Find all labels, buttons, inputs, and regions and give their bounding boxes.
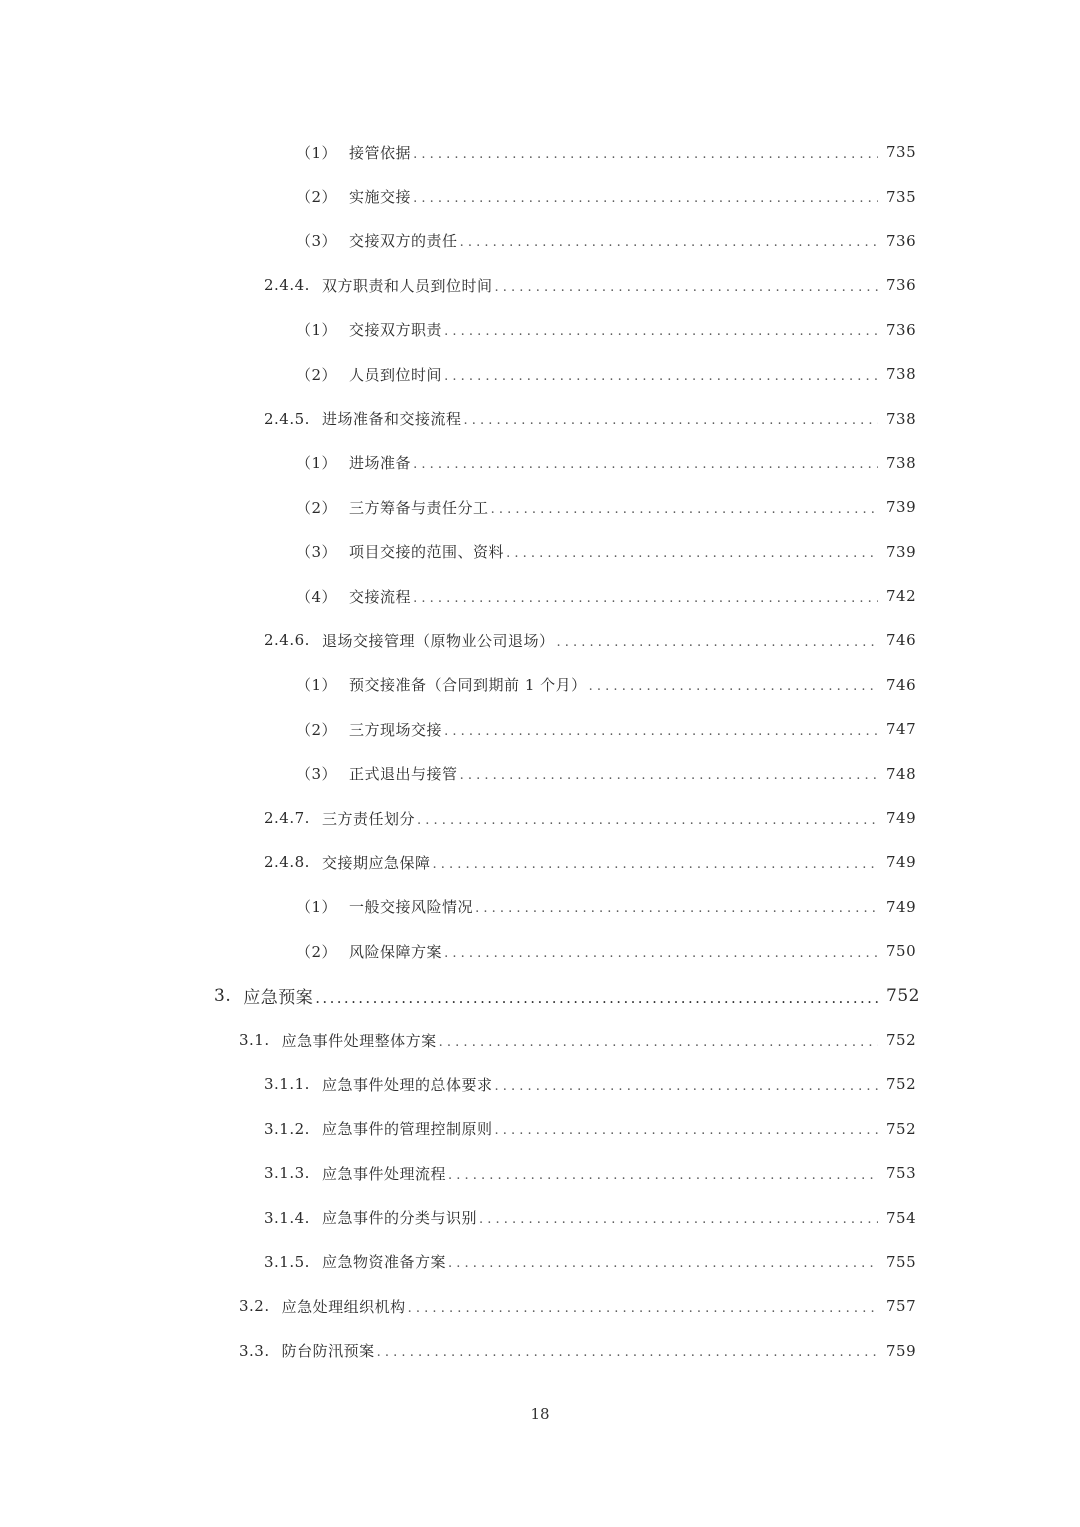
dot-leader [315, 989, 878, 1007]
toc-entry-title: 三方责任划分 [321, 809, 415, 828]
toc-entry-page: 750 [886, 942, 917, 961]
toc-entry-number: 2.4.4. [264, 276, 310, 295]
toc-entry-page: 749 [886, 897, 917, 916]
toc-entry[interactable] [0, 1195, 1080, 1239]
toc-entry-number: （1） [296, 676, 338, 695]
toc-entry-number: 3.1. [239, 1031, 270, 1049]
toc-entry-title: 风险保障方案 [349, 942, 443, 961]
toc-entry-title: 应急事件处理整体方案 [281, 1031, 437, 1050]
toc-entry-page: 735 [886, 187, 917, 206]
toc-entry-number: 3.1.5. [264, 1252, 310, 1271]
toc-entry-page: 738 [886, 409, 917, 428]
toc-entry-number: （3） [296, 765, 338, 784]
toc-entry[interactable] [0, 1151, 1080, 1195]
dot-leader [444, 324, 878, 339]
dot-leader [448, 1168, 878, 1183]
toc-entry-number: 2.4.5. [264, 409, 310, 428]
toc-entry-title: 交接双方职责 [349, 321, 443, 340]
toc-entry-title: 实施交接 [349, 188, 412, 207]
toc-entry[interactable] [0, 1107, 1080, 1151]
toc-entry-title: 应急事件处理的总体要求 [321, 1075, 493, 1094]
dot-leader [432, 857, 878, 872]
toc-entry-page: 754 [886, 1208, 917, 1227]
toc-entry-page: 736 [886, 231, 917, 250]
toc-entry-number: （3） [296, 232, 338, 251]
toc-entry-page: 736 [886, 320, 917, 339]
toc-entry-page: 738 [886, 453, 917, 472]
toc-entry[interactable] [0, 352, 1080, 396]
dot-leader [377, 1345, 878, 1360]
dot-leader [475, 901, 878, 916]
page-number: 18 [530, 1405, 550, 1423]
toc-entry[interactable] [0, 441, 1080, 485]
toc-entry-page: 746 [886, 675, 917, 694]
toc-entry[interactable] [0, 1240, 1080, 1284]
dot-leader [417, 813, 878, 828]
toc-entry-number: 2.4.6. [264, 631, 310, 650]
toc-entry-title: 正式退出与接管 [349, 765, 458, 784]
toc-entry[interactable] [0, 130, 1080, 174]
toc-entry-title: 预交接准备（合同到期前 1 个月） [349, 676, 587, 695]
toc-entry-page: 748 [886, 764, 917, 783]
toc-entry-title: 进场准备和交接流程 [321, 410, 462, 429]
toc-entry[interactable] [0, 885, 1080, 929]
dot-leader [413, 191, 878, 206]
toc-entry[interactable] [0, 1329, 1080, 1373]
toc-entry-page: 759 [886, 1341, 917, 1360]
toc-entry-number: 3.1.2. [264, 1119, 310, 1138]
toc-entry-title: 应急事件的管理控制原则 [321, 1120, 493, 1139]
toc-entry-number: （3） [296, 543, 338, 562]
toc-entry[interactable] [0, 263, 1080, 307]
toc-entry-page: 736 [886, 276, 917, 295]
dot-leader [506, 546, 878, 561]
toc-entry-number: （1） [296, 321, 338, 340]
dot-leader [408, 1301, 878, 1316]
toc-entry[interactable] [0, 574, 1080, 618]
dot-leader [494, 1079, 878, 1094]
toc-entry[interactable] [0, 485, 1080, 529]
toc-entry-page: 757 [886, 1297, 917, 1316]
toc-entry[interactable] [0, 1062, 1080, 1106]
dot-leader [413, 591, 878, 606]
toc-entry-number: 3.1.1. [264, 1075, 310, 1094]
toc-entry[interactable] [0, 618, 1080, 662]
toc-entry-title: 人员到位时间 [349, 365, 443, 384]
toc-entry-title: 应急事件处理流程 [321, 1164, 446, 1183]
dot-leader [460, 768, 878, 783]
toc-entry-number: 2.4.8. [264, 853, 310, 872]
toc-entry-number: （2） [296, 498, 338, 517]
dot-leader [556, 635, 878, 650]
toc-entry-page: 752 [886, 1119, 917, 1138]
toc-entry-title: 应急物资准备方案 [321, 1253, 446, 1272]
toc-entry-number: （2） [296, 942, 338, 961]
toc-entry-title: 一般交接风险情况 [349, 898, 474, 917]
toc-entry-title: 三方筹备与责任分工 [349, 498, 489, 517]
toc-entry-title: 退场交接管理（原物业公司退场） [321, 631, 555, 650]
toc-entry-title: 交接双方的责任 [349, 232, 458, 251]
toc-entry-title: 防台防汛预案 [281, 1342, 375, 1361]
toc-entry-page: 755 [886, 1252, 917, 1271]
dot-leader [589, 679, 878, 694]
toc-entry[interactable] [0, 1018, 1080, 1062]
toc-entry-page: 742 [886, 587, 917, 606]
toc-entry-number: 3.3. [239, 1341, 270, 1360]
toc-entry-page: 749 [886, 853, 917, 872]
toc-entry-number: 3. [214, 985, 232, 1006]
toc-entry-page: 752 [886, 1031, 917, 1049]
toc-entry[interactable] [0, 796, 1080, 840]
toc-entry[interactable] [0, 929, 1080, 973]
toc-entry-page: 739 [886, 542, 917, 561]
dot-leader [491, 502, 878, 517]
toc-entry[interactable] [0, 751, 1080, 795]
toc-entry-number: （1） [296, 143, 338, 162]
toc-entry[interactable] [0, 1284, 1080, 1328]
toc-entry-page: 739 [886, 498, 917, 517]
dot-leader [460, 235, 878, 250]
toc-entry-number: 2.4.7. [264, 809, 310, 828]
toc-entry-page: 752 [886, 1075, 917, 1094]
dot-leader [448, 1256, 878, 1271]
table-of-contents [0, 130, 1080, 1373]
toc-entry[interactable] [0, 396, 1080, 440]
dot-leader [413, 147, 878, 162]
toc-entry[interactable] [0, 663, 1080, 707]
toc-entry-title: 交接期应急保障 [321, 853, 431, 872]
dot-leader [479, 1212, 878, 1227]
toc-entry-page: 749 [886, 809, 917, 828]
toc-entry[interactable] [0, 174, 1080, 218]
toc-entry-number: 3.1.4. [264, 1208, 310, 1227]
toc-entry-number: （1） [296, 454, 338, 473]
toc-entry-title: 进场准备 [349, 454, 412, 473]
toc-entry-title: 应急处理组织机构 [281, 1297, 406, 1316]
toc-entry-page: 738 [886, 365, 917, 384]
toc-entry-number: （2） [296, 720, 338, 739]
toc-entry-title: 交接流程 [349, 587, 412, 606]
toc-entry-number: 3.2. [239, 1297, 270, 1316]
toc-entry-number: （2） [296, 365, 338, 384]
toc-entry[interactable] [0, 219, 1080, 263]
toc-entry-chapter[interactable] [0, 973, 1080, 1017]
toc-entry[interactable] [0, 707, 1080, 751]
toc-entry-title: 应急预案 [243, 988, 314, 1009]
toc-entry-title: 接管依据 [349, 143, 412, 162]
toc-entry-page: 752 [886, 985, 920, 1006]
dot-leader [444, 946, 878, 961]
toc-entry-title: 项目交接的范围、资料 [349, 543, 505, 562]
dot-leader [444, 724, 878, 739]
dot-leader [494, 1123, 878, 1138]
toc-entry[interactable] [0, 308, 1080, 352]
toc-entry-number: （2） [296, 188, 338, 207]
toc-entry-page: 735 [886, 143, 917, 162]
toc-entry-number: （1） [296, 898, 338, 917]
toc-entry-title: 应急事件的分类与识别 [321, 1209, 477, 1228]
toc-entry-page: 753 [886, 1164, 917, 1183]
toc-entry-title: 双方职责和人员到位时间 [321, 276, 493, 295]
toc-entry[interactable] [0, 530, 1080, 574]
toc-entry-title: 三方现场交接 [349, 720, 443, 739]
toc-entry-number: 3.1.3. [264, 1164, 310, 1183]
dot-leader [494, 280, 878, 295]
toc-entry[interactable] [0, 840, 1080, 884]
dot-leader [463, 413, 878, 428]
toc-entry-number: （4） [296, 587, 338, 606]
toc-entry-page: 746 [886, 631, 917, 650]
toc-entry-page: 747 [886, 720, 917, 739]
dot-leader [444, 369, 878, 384]
dot-leader [439, 1035, 878, 1050]
dot-leader [413, 457, 878, 472]
